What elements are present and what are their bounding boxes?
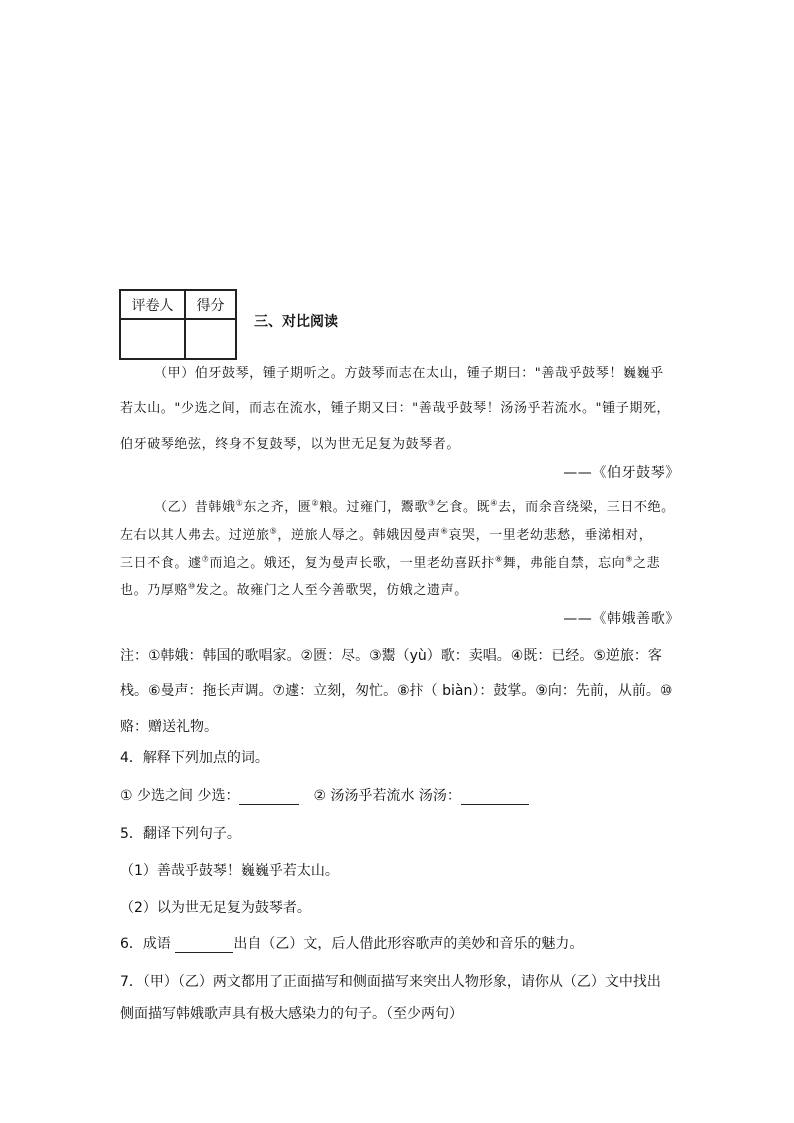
passage-jia xyxy=(120,362,680,482)
question-7-line-1: 7．（甲）（乙）两文都用了正面描写和侧面描写来突出人物形象，请你从（乙）文中找出 xyxy=(120,974,661,990)
score-table xyxy=(119,289,237,360)
reviewer-header: 评卷人 xyxy=(120,290,185,319)
text-segment: 粮。过雍门，鬻歌 xyxy=(319,500,428,515)
text-segment: 左右以其人弗去。过逆旅 xyxy=(120,528,270,543)
note-marker: ⑩ xyxy=(188,581,196,591)
text-segment: 也。乃厚赂 xyxy=(120,583,189,598)
text-segment: 三日不食。遽 xyxy=(120,556,202,571)
passage-jia-line-3: 伯牙破琴绝弦，终身不复鼓琴，以为世无足复为鼓琴者。 xyxy=(120,437,461,452)
passage-yi-line-3 xyxy=(120,552,660,571)
q4-item-1-text: ① 少选之间 少选： xyxy=(120,788,240,804)
note-marker: ① xyxy=(235,498,244,508)
passage-yi-source: ——《韩娥善歌》 xyxy=(563,611,680,627)
note-marker: ③ xyxy=(428,498,436,508)
question-5-item-1: （1）善哉乎鼓琴！巍巍乎若太山。 xyxy=(120,863,339,879)
note-marker: ⑦ xyxy=(201,554,210,564)
passage-yi xyxy=(120,496,680,626)
score-header: 得分 xyxy=(185,290,236,319)
note-marker: ④ xyxy=(490,498,498,508)
score-cell xyxy=(185,319,236,359)
text-segment: 之悲 xyxy=(632,556,661,571)
section-title: 三、对比阅读 xyxy=(254,314,338,330)
text-segment: 而追之。娥还，复为曼声长歌，一里老幼喜跃抃 xyxy=(209,556,495,571)
q4-item-2-text: ② 汤汤乎若流水 汤汤： xyxy=(313,788,461,804)
text-segment: ，逆旅人辱之。韩娥因曼声 xyxy=(277,528,441,543)
answer-blank[interactable] xyxy=(461,790,529,805)
answer-blank[interactable] xyxy=(175,938,233,953)
q6-suffix: 出自（乙）文，后人借此形容歌声的美妙和音乐的魅力。 xyxy=(233,936,584,952)
notes-line-3: 赂：赠送礼物。 xyxy=(120,719,218,735)
passage-yi-line-4 xyxy=(120,579,468,598)
text-segment: （乙）昔韩娥 xyxy=(154,500,236,515)
question-5-item-2: （2）以为世无足复为鼓琴者。 xyxy=(120,900,311,916)
notes-and-questions xyxy=(120,645,680,1025)
note-marker: ⑨ xyxy=(625,554,633,564)
text-segment: 东之齐，匮 xyxy=(243,500,312,515)
text-segment: 去，而余音绕梁，三日不绝。 xyxy=(497,500,675,515)
answer-blank[interactable] xyxy=(239,790,299,805)
notes-line-2: 栈。⑥曼声：拖长声调。⑦遽：立刻，匆忙。⑧抃（ biàn）：鼓掌。⑨向：先前，从前。⑩ xyxy=(120,683,673,699)
q6-prefix: 6．成语 xyxy=(120,936,176,952)
passage-yi-line-1 xyxy=(154,496,675,515)
question-4-items xyxy=(120,785,529,805)
passage-jia-line-2: 若太山。"少选之间，而志在流水，锺子期又曰："善哉乎鼓琴！汤汤乎若流水。"锺子期死， xyxy=(120,401,671,416)
notes-line-1: 注：①韩娥：韩国的歌唱家。②匮：尽。③鬻（yù）歌：卖唱。④既：已经。⑤逆旅：客 xyxy=(120,648,662,664)
text-segment: 哀哭，一里老幼悲愁，垂涕相对， xyxy=(448,528,653,543)
question-4-stem: 4．解释下列加点的词。 xyxy=(120,750,269,766)
note-marker: ⑥ xyxy=(440,526,449,536)
reviewer-cell xyxy=(120,319,185,359)
question-6 xyxy=(120,933,583,953)
passage-yi-line-2 xyxy=(120,524,652,543)
passage-jia-source: ——《伯牙鼓琴》 xyxy=(563,465,680,481)
note-marker: ⑤ xyxy=(269,526,278,536)
text-segment: 发之。故雍门之人至今善歌哭，仿娥之遗声。 xyxy=(195,583,468,598)
passage-jia-line-1: （甲）伯牙鼓琴，锺子期听之。方鼓琴而志在太山，锺子期曰："善哉乎鼓琴！巍巍乎 xyxy=(154,366,664,381)
question-5-stem: 5．翻译下列句子。 xyxy=(120,826,241,842)
question-7-line-2: 侧面描写韩娥歌声具有极大感染力的句子。（至少两句） xyxy=(120,1006,463,1022)
text-segment: 乞食。既 xyxy=(435,500,491,515)
note-marker: ⑧ xyxy=(495,554,503,564)
text-segment: 舞，弗能自禁，忘向 xyxy=(502,556,626,571)
note-marker: ② xyxy=(311,498,320,508)
